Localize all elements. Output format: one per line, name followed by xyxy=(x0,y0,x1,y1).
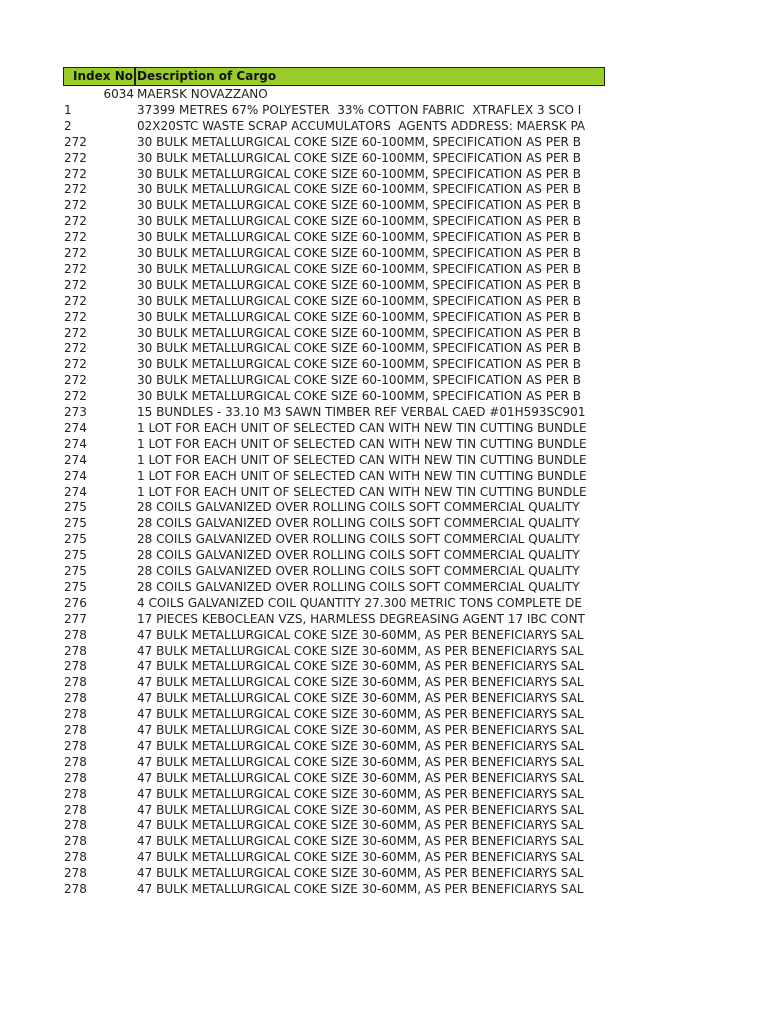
description-cell[interactable]: 47 BULK METALLURGICAL COKE SIZE 30-60MM, AS PER BENEFICIARYS SAL xyxy=(137,770,584,785)
description-cell[interactable]: 30 BULK METALLURGICAL COKE SIZE 60-100MM, SPECIFICATION AS PER B xyxy=(137,341,581,356)
table-row xyxy=(0,643,768,659)
description-cell[interactable]: 28 COILS GALVANIZED OVER ROLLING COILS SOFT COMMERCIAL QUALITY xyxy=(137,532,580,547)
index-cell[interactable]: 278 xyxy=(64,770,87,785)
index-cell[interactable]: 272 xyxy=(64,182,87,197)
table-row xyxy=(0,849,768,865)
table-row xyxy=(0,611,768,627)
index-cell[interactable]: 273 xyxy=(64,405,87,419)
table-row xyxy=(0,356,768,372)
index-cell[interactable]: 272 xyxy=(64,357,87,372)
description-cell[interactable]: 30 BULK METALLURGICAL COKE SIZE 60-100MM, SPECIFICATION AS PER B xyxy=(137,309,581,324)
description-cell[interactable]: 4 COILS GALVANIZED COIL QUANTITY 27.300 METRIC TONS COMPLETE DE xyxy=(137,595,583,610)
description-cell[interactable]: 30 BULK METALLURGICAL COKE SIZE 60-100MM, SPECIFICATION AS PER B xyxy=(137,182,581,197)
index-cell[interactable]: 277 xyxy=(64,611,87,626)
table-row xyxy=(0,547,768,563)
table-row xyxy=(0,515,768,531)
index-cell[interactable]: 272 xyxy=(64,261,87,276)
index-cell[interactable]: 272 xyxy=(64,293,87,308)
index-cell[interactable]: 278 xyxy=(64,834,87,849)
column-header-index[interactable]: Index No xyxy=(73,69,133,83)
index-cell[interactable]: 1 xyxy=(64,102,72,117)
index-cell[interactable]: 272 xyxy=(64,341,87,356)
description-cell[interactable]: 47 BULK METALLURGICAL COKE SIZE 30-60MM, AS PER BENEFICIARYS SAL xyxy=(137,723,584,737)
description-cell[interactable]: 28 COILS GALVANIZED OVER ROLLING COILS SOFT COMMERCIAL QUALITY xyxy=(137,548,580,563)
description-cell[interactable]: 47 BULK METALLURGICAL COKE SIZE 30-60MM, AS PER BENEFICIARYS SAL xyxy=(137,643,584,658)
description-cell[interactable]: 30 BULK METALLURGICAL COKE SIZE 60-100MM, SPECIFICATION AS PER B xyxy=(137,166,581,181)
table-row xyxy=(0,181,768,197)
table-row xyxy=(0,245,768,261)
description-cell[interactable]: 1 LOT FOR EACH UNIT OF SELECTED CAN WITH NEW TIN CUTTING BUNDLE xyxy=(137,452,587,467)
table-row xyxy=(0,690,768,706)
description-cell[interactable]: 47 BULK METALLURGICAL COKE SIZE 30-60MM, AS PER BENEFICIARYS SAL xyxy=(137,754,584,769)
description-cell[interactable]: 1 LOT FOR EACH UNIT OF SELECTED CAN WITH NEW TIN CUTTING BUNDLE xyxy=(137,436,587,451)
description-cell[interactable]: 47 BULK METALLURGICAL COKE SIZE 30-60MM, AS PER BENEFICIARYS SAL xyxy=(137,882,584,896)
table-row xyxy=(0,595,768,611)
description-cell[interactable]: 30 BULK METALLURGICAL COKE SIZE 60-100MM, SPECIFICATION AS PER B xyxy=(137,277,581,292)
description-cell[interactable]: 30 BULK METALLURGICAL COKE SIZE 60-100MM, SPECIFICATION AS PER B xyxy=(137,134,581,149)
table-row xyxy=(0,118,768,134)
description-cell[interactable]: 47 BULK METALLURGICAL COKE SIZE 30-60MM, AS PER BENEFICIARYS SAL xyxy=(137,818,584,833)
description-cell[interactable]: 30 BULK METALLURGICAL COKE SIZE 60-100MM, SPECIFICATION AS PER B xyxy=(137,293,581,308)
index-cell[interactable]: 275 xyxy=(64,548,87,563)
index-cell[interactable]: 272 xyxy=(64,150,87,165)
description-cell[interactable]: 47 BULK METALLURGICAL COKE SIZE 30-60MM, AS PER BENEFICIARYS SAL xyxy=(137,866,584,881)
index-cell[interactable]: 274 xyxy=(64,452,87,467)
description-cell[interactable]: 30 BULK METALLURGICAL COKE SIZE 60-100MM, SPECIFICATION AS PER B xyxy=(137,261,581,276)
description-cell[interactable]: 30 BULK METALLURGICAL COKE SIZE 60-100MM, SPECIFICATION AS PER B xyxy=(137,357,581,372)
description-cell[interactable]: 28 COILS GALVANIZED OVER ROLLING COILS SOFT COMMERCIAL QUALITY xyxy=(137,516,580,531)
description-cell[interactable]: 28 COILS GALVANIZED OVER ROLLING COILS SOFT COMMERCIAL QUALITY xyxy=(137,579,580,594)
index-cell[interactable]: 274 xyxy=(64,420,87,435)
table-row xyxy=(0,388,768,404)
table-row xyxy=(0,420,768,436)
index-cell[interactable]: 278 xyxy=(64,802,87,817)
description-cell[interactable]: 47 BULK METALLURGICAL COKE SIZE 30-60MM, AS PER BENEFICIARYS SAL xyxy=(137,691,584,706)
table-row xyxy=(0,150,768,166)
index-cell[interactable]: 278 xyxy=(64,643,87,658)
table-row xyxy=(0,770,768,786)
description-cell[interactable]: 30 BULK METALLURGICAL COKE SIZE 60-100MM, SPECIFICATION AS PER B xyxy=(137,230,581,245)
index-cell[interactable]: 276 xyxy=(64,595,87,610)
column-header-description[interactable]: Description of Cargo xyxy=(137,69,277,83)
index-cell[interactable]: 275 xyxy=(64,516,87,531)
table-row xyxy=(0,86,768,102)
table-row xyxy=(0,166,768,182)
description-cell[interactable]: 30 BULK METALLURGICAL COKE SIZE 60-100MM, SPECIFICATION AS PER B xyxy=(137,373,581,388)
index-cell[interactable]: 2 xyxy=(64,118,72,133)
header-column-divider xyxy=(134,67,136,86)
table-row xyxy=(0,277,768,293)
table-row xyxy=(0,833,768,849)
table-row xyxy=(0,722,768,738)
index-cell[interactable]: 272 xyxy=(64,373,87,388)
table-row xyxy=(0,229,768,245)
index-cell[interactable]: 278 xyxy=(64,754,87,769)
description-cell[interactable]: 47 BULK METALLURGICAL COKE SIZE 30-60MM, AS PER BENEFICIARYS SAL xyxy=(137,738,584,753)
table-row xyxy=(0,484,768,500)
table-row xyxy=(0,563,768,579)
table-row xyxy=(0,261,768,277)
table-row xyxy=(0,340,768,356)
description-cell[interactable]: 17 PIECES KEBOCLEAN VZS, HARMLESS DEGREASING AGENT 17 IBC CONT xyxy=(137,611,585,626)
table-row xyxy=(0,754,768,770)
table-row xyxy=(0,213,768,229)
table-row xyxy=(0,197,768,213)
index-cell[interactable]: 272 xyxy=(64,214,87,229)
table-row xyxy=(0,579,768,595)
index-cell[interactable]: 278 xyxy=(64,866,87,881)
description-cell[interactable]: MAERSK NOVAZZANO xyxy=(137,87,268,101)
index-cell[interactable]: 272 xyxy=(64,309,87,324)
table-row xyxy=(0,499,768,515)
index-cell[interactable]: 275 xyxy=(64,532,87,547)
index-cell[interactable]: 278 xyxy=(64,659,87,674)
index-cell[interactable]: 278 xyxy=(64,738,87,753)
table-row xyxy=(0,452,768,468)
description-cell[interactable]: 47 BULK METALLURGICAL COKE SIZE 30-60MM, AS PER BENEFICIARYS SAL xyxy=(137,834,584,849)
table-row xyxy=(0,325,768,341)
description-cell[interactable]: 30 BULK METALLURGICAL COKE SIZE 60-100MM, SPECIFICATION AS PER B xyxy=(137,389,581,404)
table-row xyxy=(0,706,768,722)
index-cell[interactable]: 274 xyxy=(64,468,87,483)
index-cell[interactable]: 278 xyxy=(64,786,87,801)
index-cell[interactable]: 272 xyxy=(64,277,87,292)
table-row xyxy=(0,309,768,325)
index-cell[interactable]: 275 xyxy=(64,500,87,515)
description-cell[interactable]: 47 BULK METALLURGICAL COKE SIZE 30-60MM, AS PER BENEFICIARYS SAL xyxy=(137,707,584,722)
index-cell[interactable]: 275 xyxy=(64,579,87,594)
index-cell[interactable]: 274 xyxy=(64,484,87,499)
table-row xyxy=(0,674,768,690)
description-cell[interactable]: 02X20STC WASTE SCRAP ACCUMULATORS AGENTS ADDRESS: MAERSK PA xyxy=(137,118,586,133)
index-cell[interactable]: 278 xyxy=(64,850,87,865)
table-row xyxy=(0,531,768,547)
description-cell[interactable]: 37399 METRES 67% POLYESTER 33% COTTON FABRIC XTRAFLEX 3 SCO I xyxy=(137,102,582,117)
index-cell[interactable]: 278 xyxy=(64,723,87,737)
table-row xyxy=(0,881,768,897)
description-cell[interactable]: 47 BULK METALLURGICAL COKE SIZE 30-60MM, AS PER BENEFICIARYS SAL xyxy=(137,786,584,801)
index-cell[interactable]: 278 xyxy=(64,818,87,833)
description-cell[interactable]: 30 BULK METALLURGICAL COKE SIZE 60-100MM, SPECIFICATION AS PER B xyxy=(137,150,581,165)
description-cell[interactable]: 47 BULK METALLURGICAL COKE SIZE 30-60MM, AS PER BENEFICIARYS SAL xyxy=(137,659,584,674)
description-cell[interactable]: 30 BULK METALLURGICAL COKE SIZE 60-100MM, SPECIFICATION AS PER B xyxy=(137,198,581,213)
description-cell[interactable]: 47 BULK METALLURGICAL COKE SIZE 30-60MM, AS PER BENEFICIARYS SAL xyxy=(137,675,584,690)
table-row xyxy=(0,738,768,754)
description-cell[interactable]: 30 BULK METALLURGICAL COKE SIZE 60-100MM, SPECIFICATION AS PER B xyxy=(137,214,581,229)
table-row xyxy=(0,436,768,452)
index-cell[interactable]: 278 xyxy=(64,882,87,896)
index-cell[interactable]: 272 xyxy=(64,325,87,340)
table-row xyxy=(0,658,768,674)
description-cell[interactable]: 30 BULK METALLURGICAL COKE SIZE 60-100MM, SPECIFICATION AS PER B xyxy=(137,246,581,260)
table-row xyxy=(0,404,768,420)
table-row xyxy=(0,786,768,802)
description-cell[interactable]: 15 BUNDLES - 33.10 M3 SAWN TIMBER REF VERBAL CAED #01H593SC901 xyxy=(137,405,586,419)
index-cell[interactable]: 274 xyxy=(64,436,87,451)
index-cell[interactable]: 272 xyxy=(64,198,87,213)
index-cell[interactable]: 278 xyxy=(64,627,87,642)
index-cell[interactable]: 272 xyxy=(64,134,87,149)
description-cell[interactable]: 47 BULK METALLURGICAL COKE SIZE 30-60MM, AS PER BENEFICIARYS SAL xyxy=(137,850,584,865)
description-cell[interactable]: 28 COILS GALVANIZED OVER ROLLING COILS SOFT COMMERCIAL QUALITY xyxy=(137,500,580,515)
index-cell[interactable]: 272 xyxy=(64,389,87,404)
description-cell[interactable]: 1 LOT FOR EACH UNIT OF SELECTED CAN WITH NEW TIN CUTTING BUNDLE xyxy=(137,468,587,483)
index-cell[interactable]: 278 xyxy=(64,675,87,690)
description-cell[interactable]: 28 COILS GALVANIZED OVER ROLLING COILS SOFT COMMERCIAL QUALITY xyxy=(137,564,580,578)
description-cell[interactable]: 47 BULK METALLURGICAL COKE SIZE 30-60MM, AS PER BENEFICIARYS SAL xyxy=(137,627,584,642)
table-row xyxy=(0,372,768,388)
index-cell[interactable]: 278 xyxy=(64,691,87,706)
index-cell[interactable]: 275 xyxy=(64,564,87,578)
index-cell[interactable]: 272 xyxy=(64,166,87,181)
description-cell[interactable]: 1 LOT FOR EACH UNIT OF SELECTED CAN WITH NEW TIN CUTTING BUNDLE xyxy=(137,484,587,499)
description-cell[interactable]: 1 LOT FOR EACH UNIT OF SELECTED CAN WITH NEW TIN CUTTING BUNDLE xyxy=(137,420,587,435)
description-cell[interactable]: 47 BULK METALLURGICAL COKE SIZE 30-60MM, AS PER BENEFICIARYS SAL xyxy=(137,802,584,817)
index-cell[interactable]: 6034 xyxy=(103,87,134,101)
table-row xyxy=(0,865,768,881)
table-row xyxy=(0,468,768,484)
index-cell[interactable]: 272 xyxy=(64,230,87,245)
description-cell[interactable]: 30 BULK METALLURGICAL COKE SIZE 60-100MM, SPECIFICATION AS PER B xyxy=(137,325,581,340)
table-row xyxy=(0,627,768,643)
index-cell[interactable]: 272 xyxy=(64,246,87,260)
table-row xyxy=(0,817,768,833)
index-cell[interactable]: 278 xyxy=(64,707,87,722)
table-row xyxy=(0,102,768,118)
table-row xyxy=(0,293,768,309)
table-row xyxy=(0,134,768,150)
table-row xyxy=(0,802,768,818)
